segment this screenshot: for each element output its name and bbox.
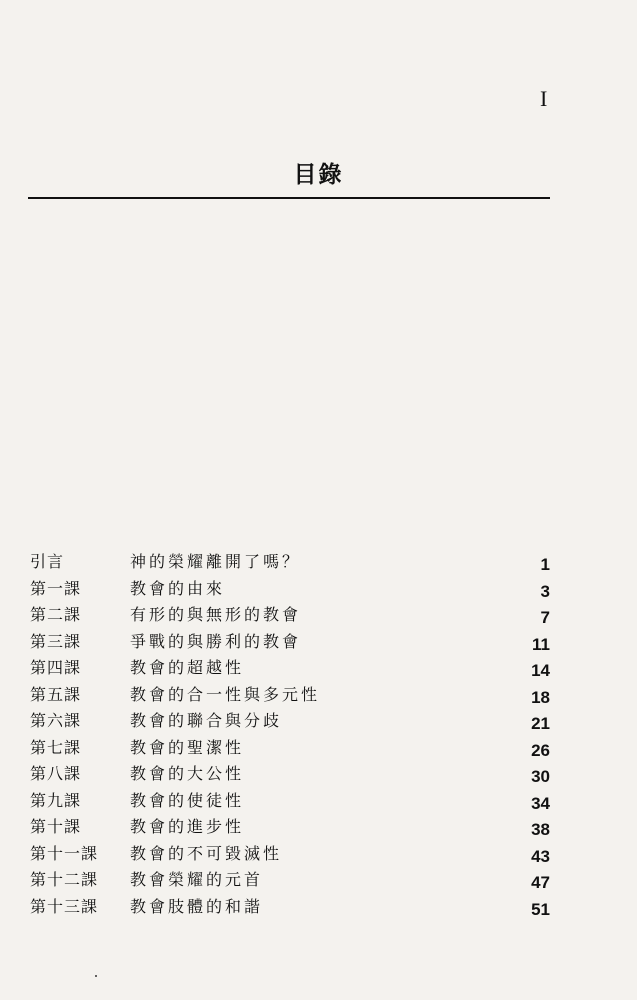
toc-topic: 教會的聖潔性	[130, 737, 245, 757]
toc-page-number: 11	[532, 634, 550, 654]
toc-topic: 教會的不可毀滅性	[130, 843, 283, 863]
toc-entry	[30, 759, 550, 786]
toc-page-number: 51	[531, 899, 550, 919]
toc-topic: 教會的進步性	[130, 817, 245, 836]
toc-lesson: 引言	[30, 552, 65, 571]
toc-topic: 有形的與無形的教會	[130, 605, 302, 624]
toc-lesson: 第十一課	[30, 843, 99, 863]
toc-lesson: 第二課	[30, 605, 82, 624]
toc-entry	[30, 600, 550, 627]
toc-topic: 教會的大公性	[130, 764, 245, 783]
toc-page-number: 34	[531, 793, 550, 813]
toc-lesson: 第四課	[30, 658, 82, 677]
toc-entry	[30, 653, 550, 680]
toc-lesson: 第九課	[30, 790, 82, 810]
toc-entry	[30, 627, 550, 654]
toc-lesson: 第三課	[30, 631, 82, 651]
toc-lesson: 第十課	[30, 817, 82, 836]
toc-entry	[30, 574, 550, 601]
toc-page-number: 3	[540, 581, 550, 601]
toc-topic: 教會的聯合與分歧	[130, 711, 283, 730]
toc-entry	[30, 680, 550, 707]
toc-page-number: 26	[531, 740, 550, 760]
toc-lesson: 第十三課	[30, 896, 99, 916]
toc-lesson: 第五課	[30, 684, 82, 704]
page-title: 目錄	[293, 162, 344, 188]
toc-entry	[30, 733, 550, 760]
toc-page-number: 30	[531, 767, 550, 786]
print-speck	[95, 975, 97, 977]
toc-page-number: 7	[540, 608, 550, 627]
toc-page-number: 18	[531, 687, 550, 707]
toc-topic: 教會的超越性	[130, 658, 245, 677]
toc-lesson: 第一課	[30, 578, 82, 598]
toc-page-number: 43	[531, 846, 550, 866]
toc-entry	[30, 892, 550, 919]
toc-topic: 教會榮耀的元首	[130, 870, 264, 889]
toc-topic: 教會肢體的和諧	[130, 896, 264, 916]
toc-entry	[30, 706, 550, 733]
toc-page-number: 47	[531, 873, 550, 892]
toc-entry	[30, 547, 550, 574]
toc-lesson: 第八課	[30, 764, 82, 783]
title-rule	[28, 197, 550, 199]
page-marker: I	[540, 86, 548, 111]
toc-page-number: 21	[531, 714, 550, 733]
toc-entry	[30, 786, 550, 813]
toc-topic: 爭戰的與勝利的教會	[130, 631, 302, 651]
toc-entry	[30, 812, 550, 839]
toc-page-number: 38	[531, 820, 550, 839]
toc-list	[30, 547, 550, 918]
toc-lesson: 第七課	[30, 737, 82, 757]
toc-topic: 教會的使徒性	[130, 790, 245, 810]
toc-lesson: 第十二課	[30, 870, 99, 889]
toc-lesson: 第六課	[30, 711, 82, 730]
toc-page-number: 1	[540, 555, 550, 574]
toc-entry	[30, 839, 550, 866]
toc-topic: 教會的由來	[130, 578, 226, 598]
toc-topic: 教會的合一性與多元性	[130, 684, 321, 704]
toc-topic: 神的榮耀離開了嗎？	[130, 552, 302, 571]
toc-page-number: 14	[531, 661, 550, 680]
toc-entry	[30, 865, 550, 892]
